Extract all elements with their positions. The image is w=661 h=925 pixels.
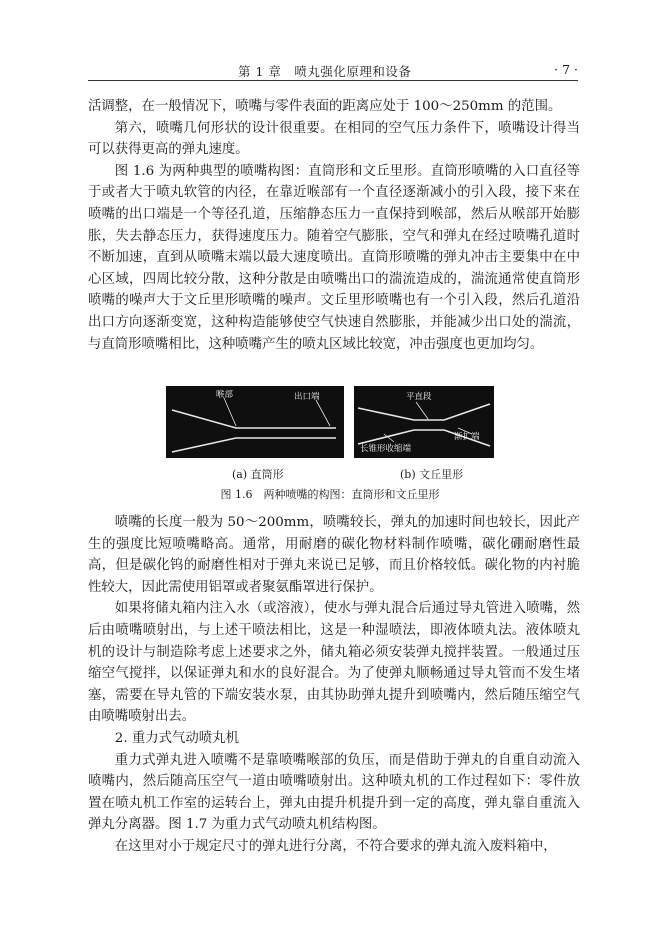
- venturi-nozzle-diagram: [354, 386, 494, 458]
- figure-caption: 图 1.6 两种喷嘴的构图：直筒形和文丘里形: [220, 488, 440, 501]
- paragraph: 如果将储丸箱内注入水（或溶液），使水与弹丸混合后通过导丸管进入喷嘴，然后由喷嘴喷射出，与上述干喷法相比，这是一种湿喷法，即液体喷丸法。液体喷丸机的设计与制造除考虑上述要求之外，储丸箱必须安装弹丸搅拌装置。一般通过压缩空气搅拌，以保证弹丸和水的良好混合。为了使弹丸顺畅通过导丸管而不发生堵塞，需要在导丸管的下端安装水泵，由其协助弹丸提升到喷嘴内，然后随压缩空气由喷嘴喷射出去。: [88, 601, 580, 725]
- label-outlet: 出口端: [294, 392, 320, 402]
- outlet-pointer: [316, 400, 330, 426]
- nozzle-wall-upper: [172, 410, 336, 428]
- venturi-wall-upper: [358, 404, 490, 420]
- throat-pointer: [224, 398, 236, 426]
- straight-pointer: [416, 402, 428, 419]
- paragraph: 重力式弹丸进入喷嘴不是靠喷嘴喉部的负压，而是借助于弹丸的自重自动流入喷嘴内，然后随高压空气一道由喷嘴喷射出。这种喷丸机的工作过程如下：零件放置在喷丸机工作室的运转台上，弹丸由提升机提升到一定的高度，弹丸靠自重流入弹丸分离器。图 1.7 为重力式气动喷丸机结构图。: [88, 752, 580, 833]
- label-straight-section: 平直段: [406, 392, 432, 402]
- body-text-bottom: [88, 512, 580, 858]
- straight-nozzle-diagram: [166, 386, 344, 458]
- label-taper-section: 长锥形收缩端: [360, 444, 412, 454]
- nozzle-wall-lower: [172, 438, 336, 452]
- body-text-top: [88, 96, 580, 355]
- subcaption-b: (b) 文丘里形: [400, 468, 464, 481]
- paragraph: 第六，喷嘴几何形状的设计很重要。在相同的空气压力条件下，喷嘴设计得当可以获得更高的弹丸速度。: [88, 120, 580, 158]
- paragraph: 在这里对小于规定尺寸的弹丸进行分离，不符合要求的弹丸流入废料箱中，: [114, 838, 557, 854]
- section-heading: 2. 重力式气动喷丸机: [114, 730, 239, 746]
- paragraph: 喷嘴的长度一般为 50～200mm，喷嘴较长，弹丸的加速时间也较长，因此产生的强度比短喷嘴略高。通常，用耐磨的碳化物材料制作喷嘴，碳化硼耐磨性最高，但是碳化钨的耐磨性相对于弹丸来说已足够，而且价格较低。碳化物的内衬脆性较大，因此需使用铝罩或者聚氨酯罩进行保护。: [88, 515, 580, 595]
- running-header: [88, 58, 578, 81]
- chapter-title: 第 1 章 喷丸强化原理和设备: [238, 64, 412, 79]
- figure-1-6: [160, 386, 500, 506]
- page-number: · 7 ·: [554, 62, 578, 77]
- paragraph: 图 1.6 为两种典型的喷嘴构图：直筒形和文丘里形。直筒形喷嘴的入口直径等于或者大于喷丸软管的内径，在靠近喉部有一个直径逐渐减小的引入段，接下来在喷嘴的出口端是一个等径孔道，压缩静态压力一直保持到喉部，然后从喉部开始膨胀，失去静态压力，获得速度压力。随着空气膨胀，空气和弹丸在经过喷嘴孔道时不断加速，直到从喷嘴末端以最大速度喷出。直筒形喷嘴的弹丸冲击主要集中在中心区域，四周比较分散，这种分散是由喷嘴出口的湍流造成的，湍流通常使直筒形喷嘴的噪声大于文丘里形喷嘴的噪声。文丘里形喷嘴也有一个引入段，然后孔道沿出口方向逐渐变宽，这种构造能够使空气快速自然膨胀，并能减少出口处的湍流，与直筒形喷嘴相比，这种喷嘴产生的喷丸区域比较宽，冲击强度也更加均匀。: [88, 163, 580, 352]
- subcaption-a: (a) 直筒形: [232, 468, 284, 481]
- label-throat: 喉部: [216, 390, 234, 400]
- label-expand-section: 渐扩端: [454, 432, 480, 442]
- paragraph: 活调整，在一般情况下，喷嘴与零件表面的距离应处于 100～250mm 的范围。: [88, 99, 562, 114]
